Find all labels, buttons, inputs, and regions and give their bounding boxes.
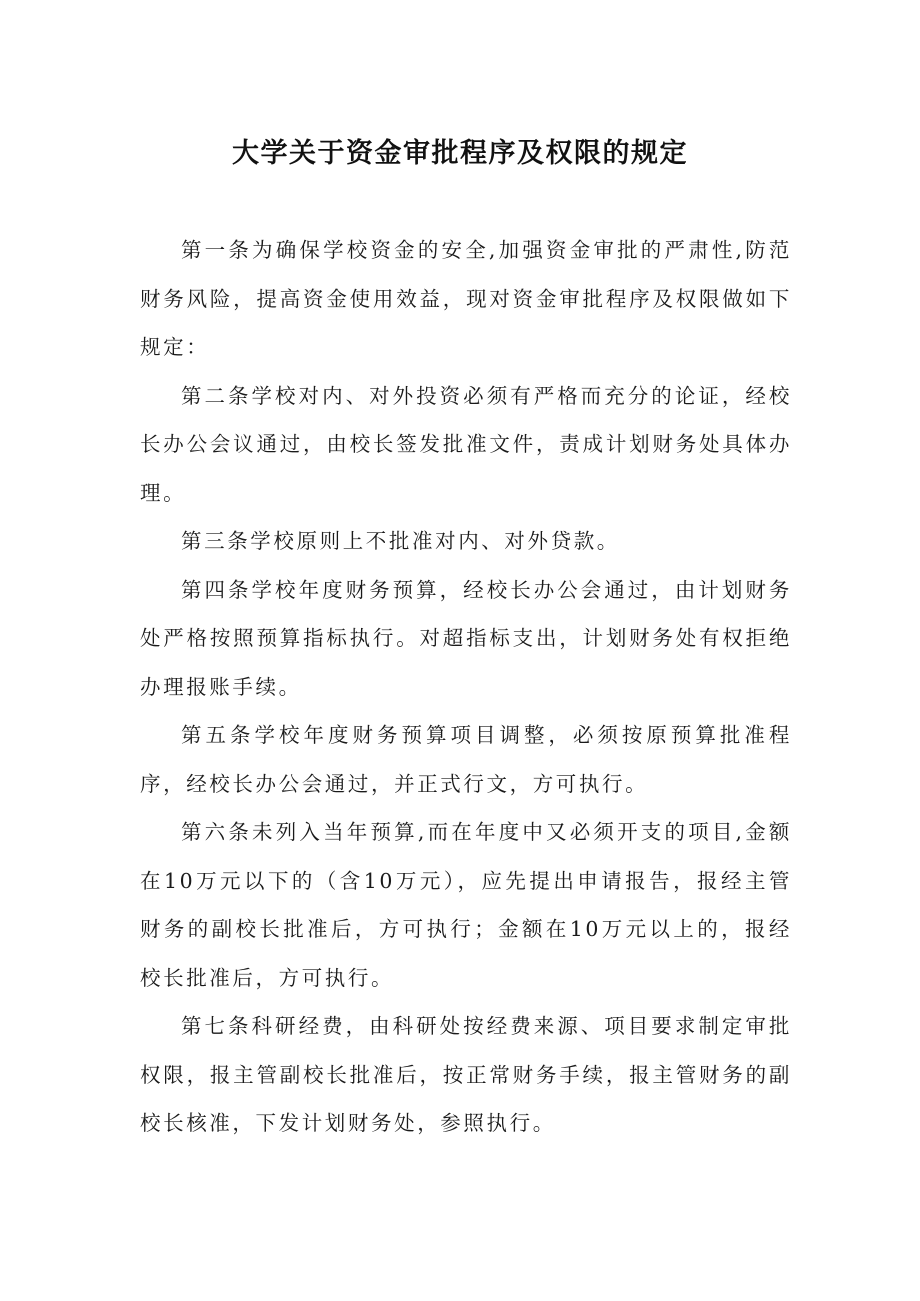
document-body [140,226,792,1148]
article-1-paragraph: 第一条为确保学校资金的安全,加强资金审批的严肃性,防范财务风险，提高资金使用效益，现对资金审批程序及权限做如下规定： [140,238,792,359]
article-7-paragraph: 第七条科研经费，由科研处按经费来源、项目要求制定审批权限，报主管副校长批准后，按正常财务手续，报主管财务的副校长核准，下发计划财务处，参照执行。 [140,1014,792,1135]
article-4-paragraph: 第四条学校年度财务预算，经校长办公会通过，由计划财务处严格按照预算指标执行。对超指标支出，计划财务处有权拒绝办理报账手续。 [140,577,792,699]
article-2-paragraph: 第二条学校对内、对外投资必须有严格而充分的论证，经校长办公会议通过，由校长签发批准文件，责成计划财务处具体办理。 [140,383,792,505]
article-5-paragraph: 第五条学校年度财务预算项目调整，必须按原预算批准程序，经校长办公会通过，并正式行文，方可执行。 [140,723,792,796]
document-title: 大学关于资金审批程序及权限的规定 [232,138,688,169]
article-6-paragraph: 第六条未列入当年预算,而在年度中又必须开支的项目,金额在10万元以下的（含10万元），应先提出申请报告，报经主管财务的副校长批准后，方可执行；金额在10万元以上的，报经校长批准后，方可执行。 [140,820,792,990]
article-3-paragraph: 第三条学校原则上不批准对内、对外贷款。 [181,529,620,553]
